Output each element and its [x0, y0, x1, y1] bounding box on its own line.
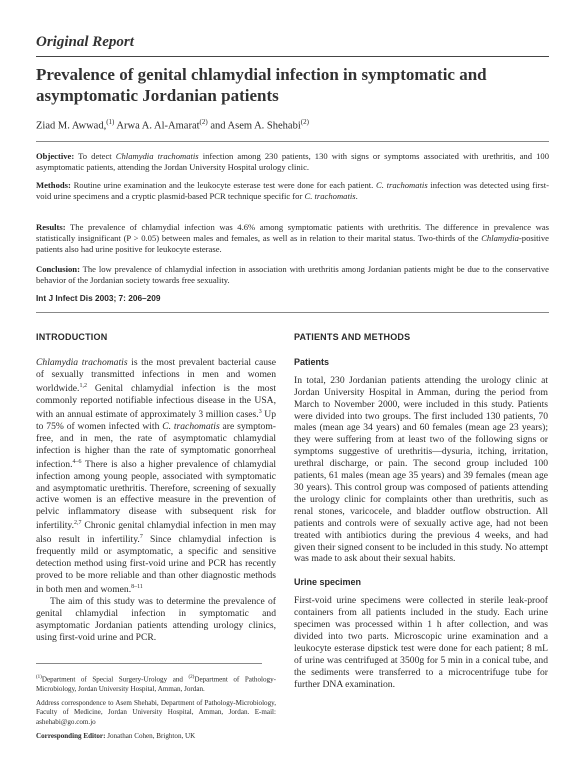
species-name: C. trachomatis — [162, 420, 220, 432]
correspondence-footnote: Address correspondence to Asem Shehabi, Department of Pathology-Microbiology, Faculty of Medicine, Jordan University Hospital, Amman, Jordan. E-mail: ashehabi@go.com.jo — [36, 698, 276, 726]
subsection-heading: Urine specimen — [294, 577, 362, 588]
body-paragraph — [36, 357, 276, 596]
abstract-methods — [36, 180, 549, 202]
author-name: Arwa A. Al-Amarat — [116, 120, 200, 132]
footnote-text: Jonathan Cohen, Brighton, UK — [107, 731, 196, 740]
reference-mark: 4–6 — [72, 458, 82, 465]
section-heading: PATIENTS AND METHODS — [294, 332, 411, 342]
species-name: Chlamydia trachomatis — [36, 356, 128, 368]
spacer — [294, 565, 548, 577]
abstract-text: -positive patients also had urine positive for leukocyte esterase. — [36, 233, 549, 255]
author-name: Ziad M. Awwad, — [36, 120, 107, 132]
body-text: There is also a higher prevalence of chlamydial infection among young people, associated with symptomatic and asymptomatic urethritis. Therefore, screening of sexually active women is an effective measure in the prevention of pelvic inflammatory disease with subsequent risk for infertility. — [36, 458, 277, 532]
reference-mark: 2,7 — [74, 520, 82, 527]
body-divider — [36, 312, 549, 313]
abstract-objective — [36, 151, 549, 173]
abstract-text: . — [355, 191, 358, 202]
species-name: Chlamydia trachomatis — [115, 151, 199, 161]
reference-mark: 1,2 — [79, 382, 87, 389]
body-paragraph: In total, 230 Jordanian patients attending the urology clinic at Jordan University Hospital in Amman, during the period from March to November 2000, were included in this study. Patients were divided into two groups. The first included 130 patients, 70 males (mean age 34 years) and 60 females (mean age 23 years); they were suffering from at least two of the following signs or symptoms suggestive of urethritis—dysuria, itching, irritation, urethral discharge, or pain. The second group included 100 patients, 61 males (mean age 35 years) and 39 females (mean age 30 years). This control group was composed of patients attending the urology clinic for complaints other than urethritis, such as renal stones, varicocele, and bladder outflow obstruction. All patients and controls were of sexually active age, had not been treated with antibiotics during the previous 4 weeks, and had given their signed consent to be included in this study. No attempt was made to ask about their sexual habits. — [294, 374, 548, 565]
footnote-text: Department of Pathology-Microbiology, Jordan University Hospital, Amman, Jordan. — [36, 675, 276, 693]
abstract-conclusion — [36, 264, 549, 286]
footnote-label: Corresponding Editor: — [36, 731, 106, 740]
affiliation-footnote — [36, 673, 276, 694]
body-text: are symptom-free, and in men, the rate of asymptomatic chlamydial infection is higher than the rate of symptomatic gonorrheal infection. — [36, 420, 276, 470]
affiliation-mark: (1) — [106, 118, 115, 126]
abstract-text: infection among 230 patients, 130 with signs or symptoms associated with urethritis, and 100 asymptomatic patients, attending the Jordan University Hospital urology clinic. — [36, 151, 549, 173]
affiliation-mark: (1) — [36, 675, 42, 680]
abstract-label: Objective: — [36, 151, 75, 161]
editor-footnote — [36, 732, 276, 741]
reference-mark: 7 — [139, 534, 143, 541]
top-divider — [36, 56, 549, 57]
body-text: Genital chlamydial infection is the most commonly reported notifiable infectious disease in the USA, with an annual estimate of approximately 3 million cases. — [36, 382, 276, 420]
abstract-results — [36, 222, 549, 256]
author-conjunction: and — [210, 120, 226, 132]
subsection-heading: Patients — [294, 356, 330, 367]
reference-mark: 3 — [258, 408, 262, 415]
affiliation-mark: (2) — [300, 118, 309, 126]
species-name: C. trachomatis — [304, 191, 356, 202]
abstract-label: Methods: — [36, 180, 71, 190]
affiliation-mark: (2) — [188, 675, 195, 680]
abstract-divider — [36, 141, 549, 142]
footnote-divider — [36, 663, 262, 664]
section-tag: Original Report — [36, 34, 134, 50]
body-paragraph: The aim of this study was to determine the prevalence of genital chlamydial infection in symptomatic and asymptomatic Jordanian patients attending urology clinics, using first-void urine and PCR. — [36, 596, 276, 643]
abstract-text: To detect — [78, 151, 112, 161]
left-column — [36, 332, 276, 644]
body-text: is the most prevalent bacterial cause of sexually transmitted infections in men and women worldwide. — [36, 356, 276, 394]
abstract-label: Conclusion: — [36, 264, 80, 274]
abstract-label: Results: — [36, 222, 66, 232]
body-text: Chronic genital chlamydial infection in men may also result in infertility. — [36, 520, 277, 546]
body-text: Up to 75% of women infected with — [36, 408, 276, 432]
reference-mark: 8–11 — [131, 584, 143, 591]
journal-citation: Int J Infect Dis 2003; 7: 206–209 — [36, 293, 161, 303]
author-name: Asem A. Shehabi — [227, 120, 301, 132]
species-name: Chlamydia — [481, 233, 519, 244]
abstract-text: infection was detected using first-void urine specimens and a cryptic plasmid-based PCR technique specific for — [36, 180, 549, 202]
species-name: C. trachomatis — [376, 180, 428, 190]
author-list — [36, 118, 309, 132]
abstract-text: The low prevalence of chlamydial infection in association with urethritis among Jordanian patients might be due to the conservative behavior of the Jordanian society towards free sexuality. — [36, 264, 549, 286]
body-text: Since chlamydial infection is frequently mild or asymptomatic, a specific and sensitive detection method using first-void urine and PCR has recently proved to be more reliable and than other diagnostic methods in both men and women. — [36, 534, 276, 596]
affiliation-mark: (2) — [199, 118, 208, 126]
abstract-text: Routine urine examination and the leukocyte esterase test were done for each patient. — [73, 180, 374, 190]
footnotes — [36, 673, 276, 746]
right-column — [294, 332, 548, 690]
body-paragraph: First-void urine specimens were collected in sterile leak-proof containers from all patients included in the study. Each urine specimen was processed within 1 h after collection, and was divided into two parts. Microscopic urine examination and a leukocyte esterase dipstick test were done for each patient; 8 mL of urine was centrifuged at 3500g for 5 min in a conical tube, and the sediments were transferred to a microcentrifuge tube for further DNA examination. — [294, 595, 548, 690]
abstract-text: The prevalence of chlamydial infection was 4.6% among symptomatic patients with urethritis. The difference in prevalence was statistically insignificant (P > 0.05) between males and females, as well as in relation to their marital status. Two-thirds of the — [36, 222, 549, 244]
article-title: Prevalence of genital chlamydial infection in symptomatic and asymptomatic Jordanian patients — [36, 65, 487, 105]
footnote-text: Department of Special Surgery-Urology and — [41, 675, 183, 684]
section-heading: INTRODUCTION — [36, 332, 108, 342]
